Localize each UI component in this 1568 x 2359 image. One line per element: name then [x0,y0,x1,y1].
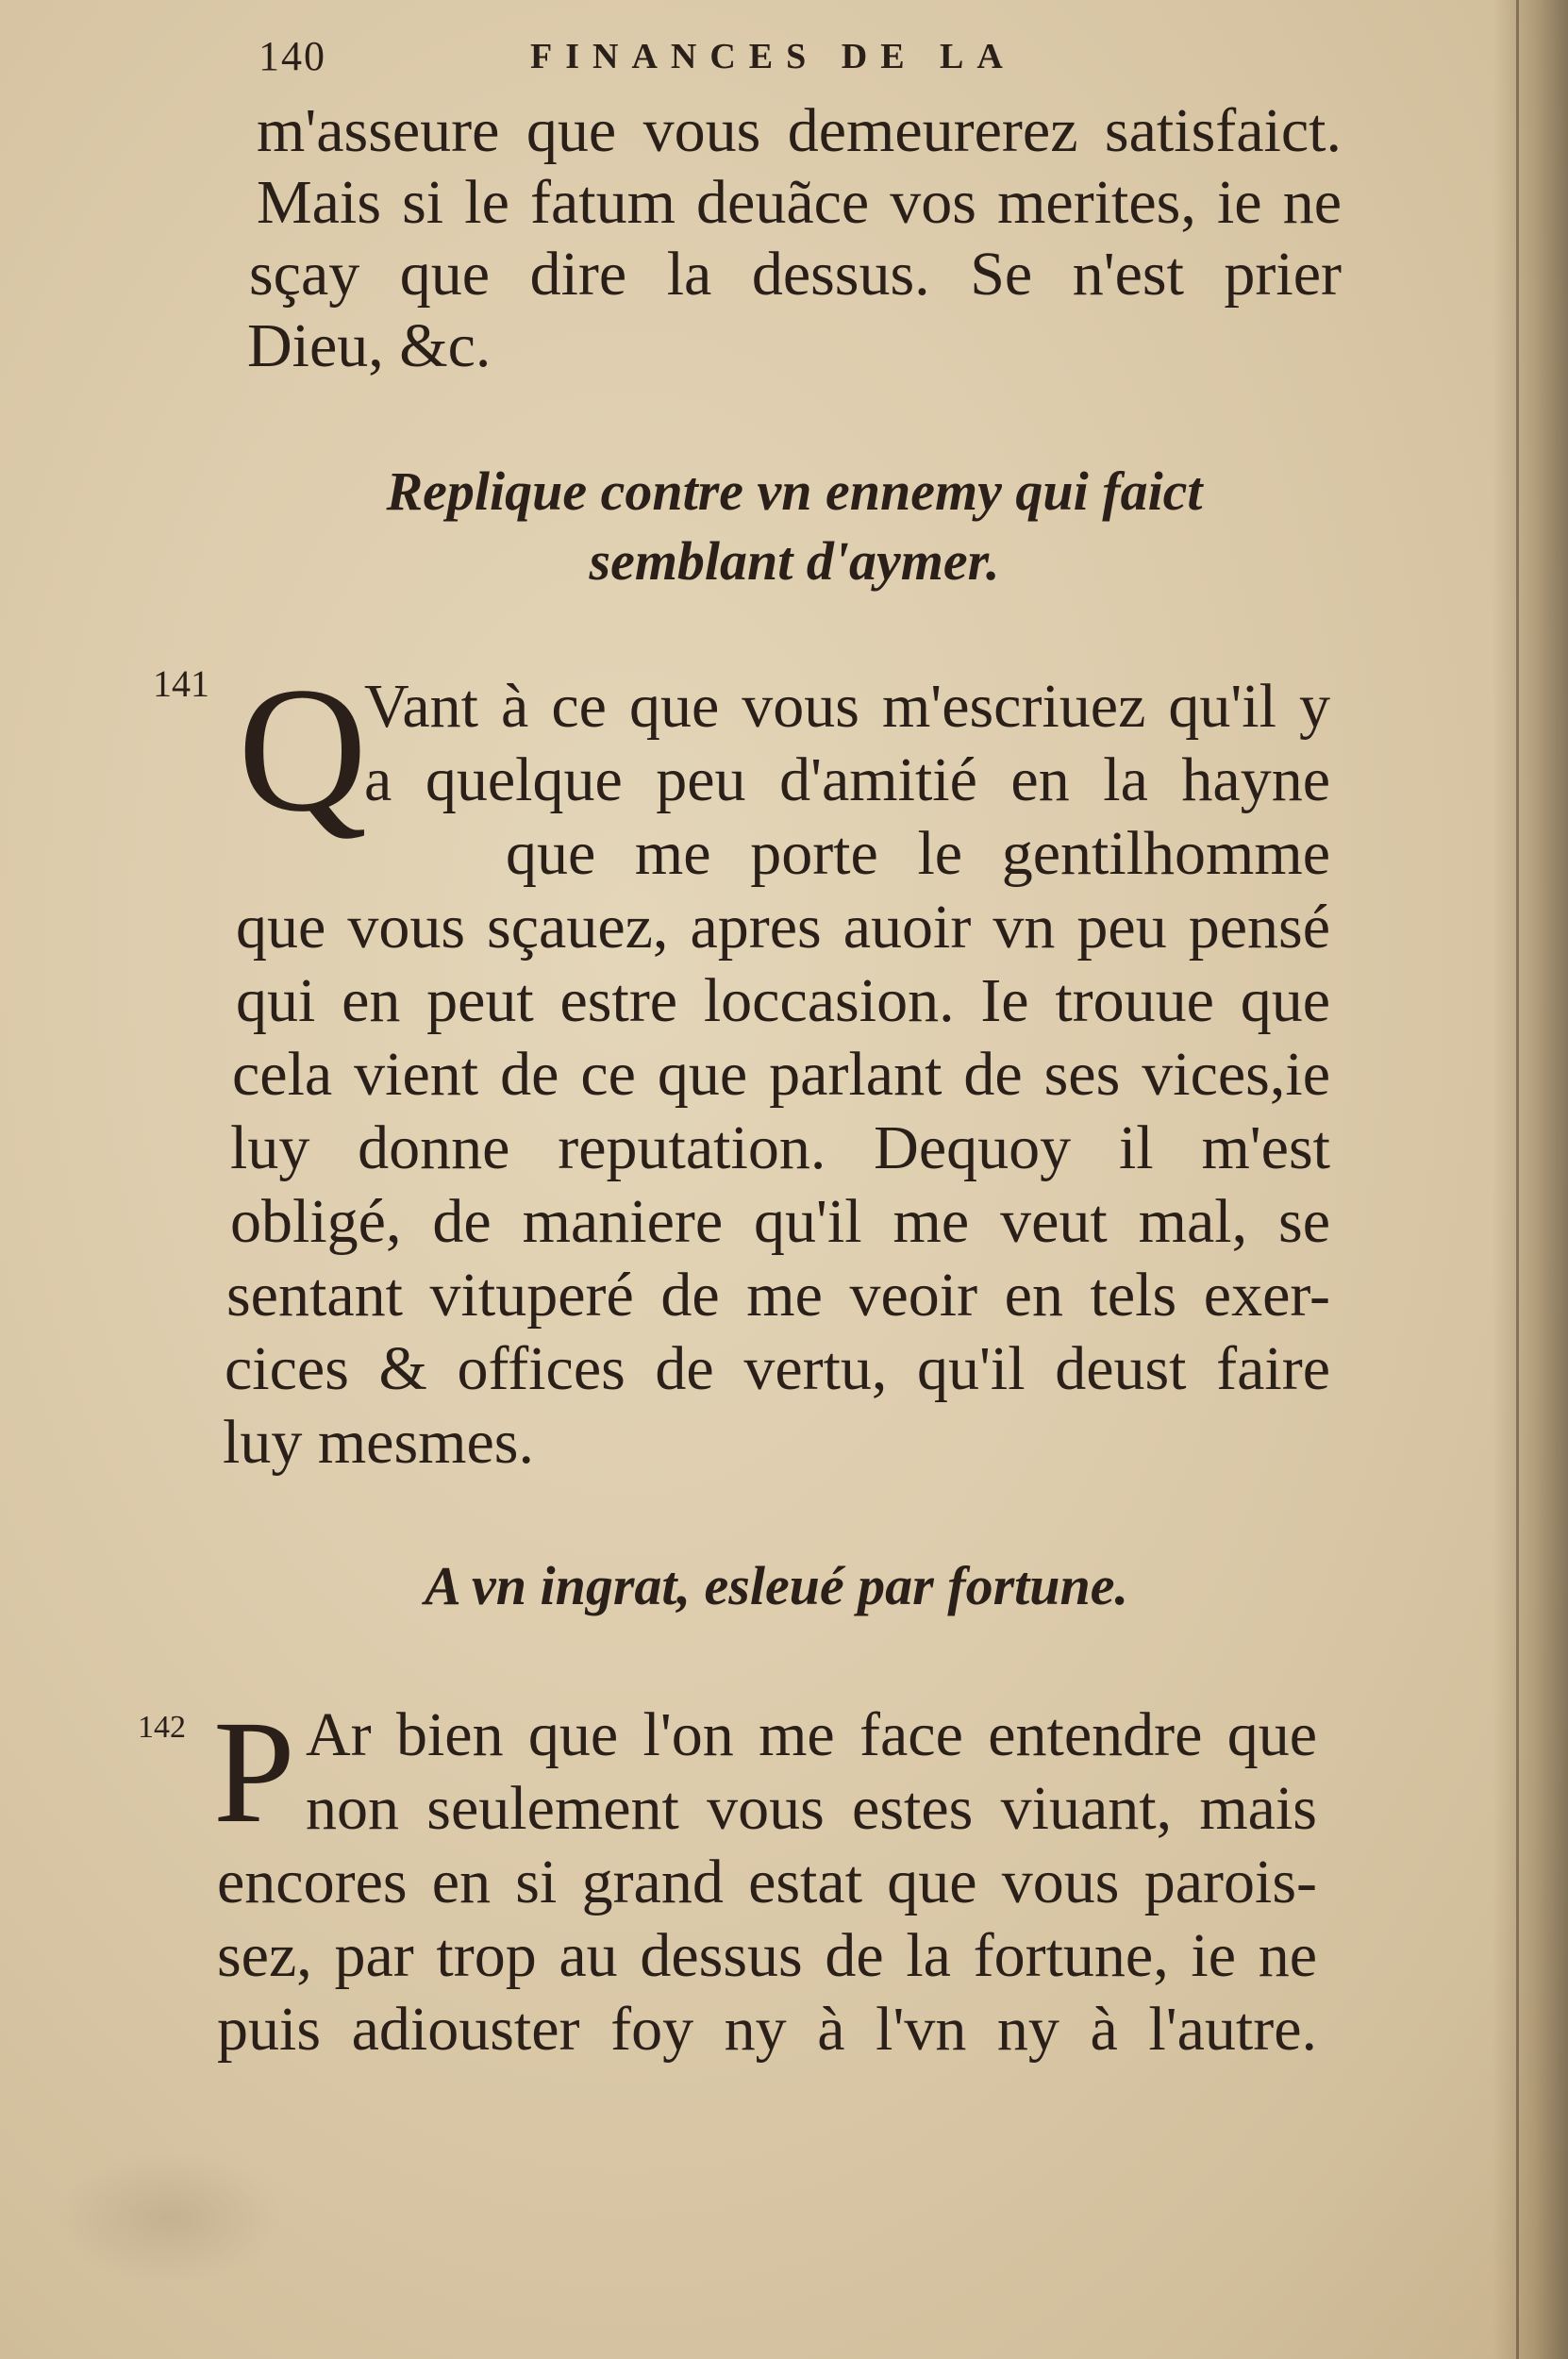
section-141-line: cela vient de ce que parlant de ses vices,ie [232,1040,1330,1109]
section-141-line: sentant vituperé de me veoir en tels exer- [226,1261,1330,1330]
section-141-line: Vant à ce que vous m'escriuez qu'il y [364,672,1330,741]
continuation-line: m'asseure que vous demeurerez satisfaict. [257,96,1342,165]
section-141-heading-line: semblant d'aymer. [589,530,1000,592]
section-141-line: a quelque peu d'amitié en la hayne [364,745,1330,814]
continuation-line: sçay que dire la dessus. Se n'est prier [249,240,1342,309]
paper-stain [57,2151,283,2284]
section-142-dropcap: P [213,1690,295,1853]
section-142-heading: A vn ingrat, esleué par fortune. [424,1555,1129,1616]
section-141-heading-line: Replique contre vn ennemy qui faict [386,460,1203,522]
section-141-line: que vous sçauez, apres auoir vn peu pensé [236,893,1330,962]
section-142-line: sez, par trop au dessus de la fortune, ie ne [217,1921,1317,1990]
page-fold-line [1516,0,1519,2359]
section-141-line: luy donne reputation. Dequoy il m'est [230,1113,1330,1182]
section-142-line: non seulement vous estes viuant, mais [306,1774,1317,1843]
section-141-line: obligé, de maniere qu'il me veut mal, se [230,1187,1330,1256]
section-141-dropcap: Q [238,651,368,849]
continuation-line: Mais si le fatum deuãce vos merites, ie ne [257,168,1342,237]
section-141-line: cices & offices de vertu, qu'il deust faire [225,1334,1330,1403]
section-141-line: que me porte le gentilhomme [506,819,1330,888]
section-141-line: qui en peut estre loccasion. Ie trouue que [236,966,1330,1035]
continuation-line: Dieu, &c. [247,311,492,380]
page-number: 140 [259,33,326,79]
section-142-number: 142 [138,1710,186,1745]
section-141-number: 141 [153,662,209,705]
section-142-line: Ar bien que l'on me face entendre que [306,1700,1317,1769]
section-141-line: luy mesmes. [223,1408,534,1477]
page-gutter-shadow [1493,0,1568,2359]
section-142-line: encores en si grand estat que vous parois- [217,1848,1317,1916]
running-title: FINANCES DE LA [530,37,1016,76]
section-142-line: puis adiouster foy ny à l'vn ny à l'autre. [217,1995,1317,2064]
